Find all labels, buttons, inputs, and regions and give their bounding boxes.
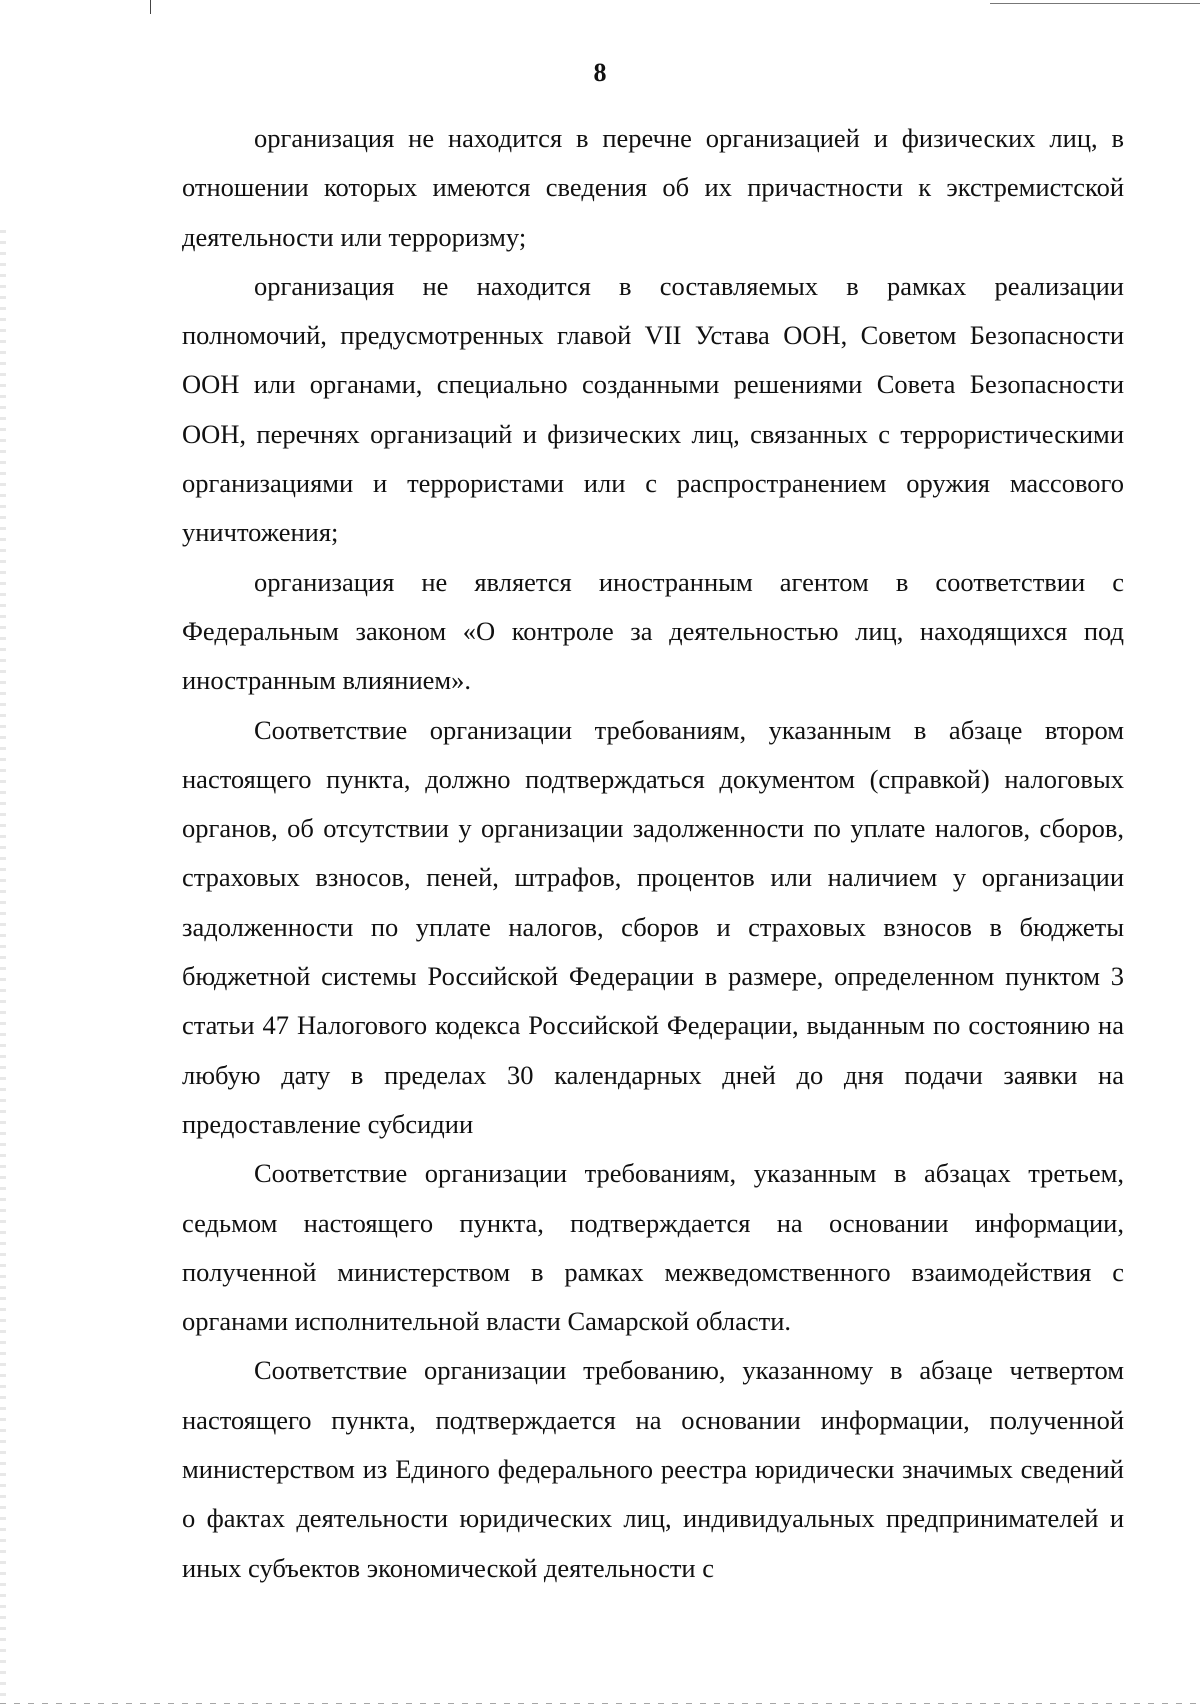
paragraph: организация не находится в перечне организацией и физических лиц, в отношении которых имеются сведения об их причастности к экстремистской деятельности или терроризму; bbox=[182, 123, 1124, 252]
page-number: 8 bbox=[593, 58, 607, 87]
scan-line-artifact bbox=[150, 0, 151, 14]
scan-line-artifact bbox=[0, 1703, 1200, 1704]
paragraph: Соответствие организации требованиям, указанным в абзацах третьем, седьмом настоящего пункта, подтверждается на основании информации, полученной министерством в рамках межведомственного взаимодействия с органами исполнительной власти Самарской области. bbox=[182, 1158, 1124, 1337]
scan-line-artifact bbox=[990, 3, 1200, 4]
paragraph: Соответствие организации требованию, указанному в абзаце четвертом настоящего пункта, подтверждается на основании информации, полученной министерством из Единого федерального реестра юридически значимых сведений о фактах деятельности юридических лиц, индивидуальных предпринимателей и иных субъектов экономической деятельности с bbox=[182, 1355, 1124, 1583]
paragraph: организация не является иностранным агентом в соответствии с Федеральным законом «О контроле за деятельностью лиц, находящихся под иностранным влиянием». bbox=[182, 566, 1124, 696]
document-body bbox=[182, 114, 1124, 1593]
paragraph: организация не находится в составляемых в рамках реализации полномочий, предусмотренных главой VII Устава ООН, Советом Безопасности ООН или органами, специально созданными решениями Совета Безопасности ООН, перечнях организаций и физических лиц, связанных с террористическими организациями и террористами или с распространением оружия массового уничтожения; bbox=[182, 270, 1124, 548]
scan-edge-artifact bbox=[0, 230, 6, 1700]
paragraph: Соответствие организации требованиям, указанным в абзаце втором настоящего пункта, должно подтверждаться документом (справкой) налоговых органов, об отсутствии у организации задолженности по уплате налогов, сборов, страховых взносов, пеней, штрафов, процентов или наличием у организации задолженности по уплате налогов, сборов и страховых взносов в бюджеты бюджетной системы Российской Федерации в размере, определенном пунктом 3 статьи 47 Налогового кодекса Российской Федерации, выданным по состоянию на любую дату в пределах 30 календарных дней до дня подачи заявки на предоставление субсидии bbox=[182, 714, 1124, 1139]
